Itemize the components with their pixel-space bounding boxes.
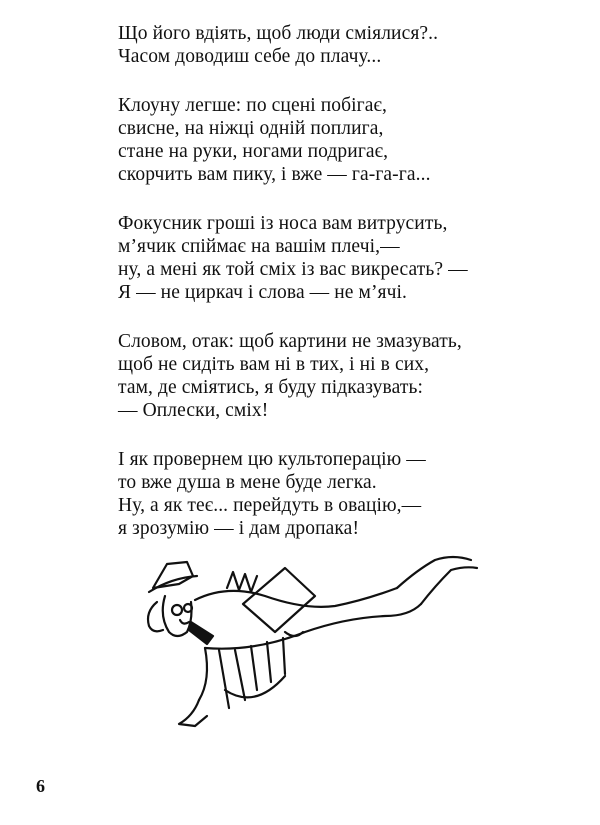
poem-line: — Оплески, сміх! bbox=[118, 400, 269, 421]
poem-line: щоб не сидіть вам ні в тих, і ні в сих, bbox=[118, 354, 430, 375]
poem-line: Клоуну легше: по сцені побігає, bbox=[118, 95, 387, 116]
poem-line: Що його вдіять, щоб люди сміялися?.. bbox=[118, 23, 439, 44]
poem-line: м’ячик спіймає на вашім плечі,— bbox=[118, 236, 400, 257]
poem-line: Часом доводиш себе до плачу... bbox=[118, 46, 382, 67]
poem-line: Фокусник гроші із носа вам витрусить, bbox=[118, 213, 448, 234]
stanza-2 bbox=[118, 94, 588, 186]
poem-line: я зрозумію — і дам дропака! bbox=[118, 518, 360, 539]
poem-line: Словом, отак: щоб картини не змазувать, bbox=[118, 331, 462, 352]
poem-line: ну, а мені як той сміх із вас викресать? — bbox=[118, 259, 468, 280]
poem-line: Я — не циркач і слова — не м’ячі. bbox=[118, 282, 408, 303]
poem-line: Ну, а як теє... перейдуть в овацію,— bbox=[118, 495, 422, 516]
page-number: 6 bbox=[36, 776, 45, 796]
poem-line: свисне, на ніжці одній поплига, bbox=[118, 118, 384, 139]
stanza-3 bbox=[118, 212, 588, 304]
stanza-5 bbox=[118, 448, 588, 540]
poem-line: то вже душа в мене буде легка. bbox=[118, 472, 377, 493]
stanza-4 bbox=[118, 330, 588, 422]
stanza-1 bbox=[118, 22, 588, 68]
poem-line: стане на руки, ногами подригає, bbox=[118, 141, 389, 162]
poem bbox=[118, 22, 588, 566]
running-clown-sketch-icon bbox=[135, 540, 485, 730]
poem-line: скорчить вам пику, і вже — га-га-га... bbox=[118, 164, 431, 185]
poem-line: І як провернем цю культоперацію — bbox=[118, 449, 426, 470]
poem-line: там, де сміятись, я буду підказувать: bbox=[118, 377, 423, 398]
